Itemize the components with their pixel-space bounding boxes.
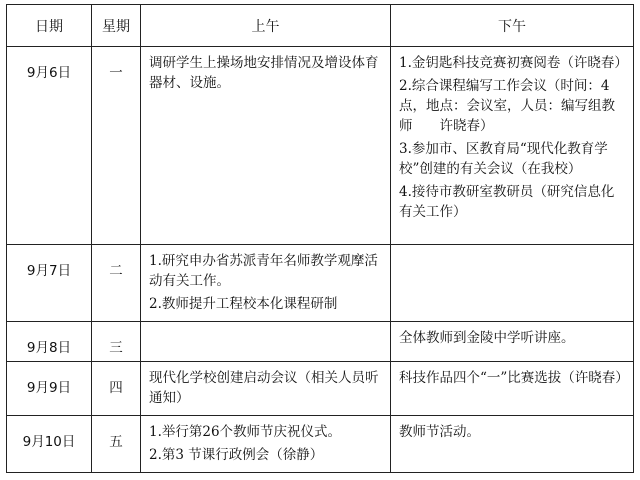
afternoon-item: 4.接待市教研室教研员（研究信息化有关工作） (399, 184, 615, 220)
header-morning: 上午 (141, 5, 391, 47)
header-date: 日期 (7, 5, 92, 47)
header-weekday: 星期 (92, 5, 141, 47)
table-row (7, 416, 634, 473)
afternoon-cell (391, 245, 634, 322)
afternoon-cell (391, 47, 634, 245)
morning-cell (141, 362, 391, 416)
weekday-cell: 四 (92, 362, 141, 416)
date-cell: 9月9日 (7, 362, 92, 416)
morning-item: 1.举行第26个教师节庆祝仪式。 (149, 424, 342, 440)
afternoon-cell (391, 362, 634, 416)
afternoon-item: 2.综合课程编写工作会议（时间：4点，地点：会议室，人员：编写组教师 许晓春） (399, 78, 615, 134)
table-row (7, 322, 634, 362)
afternoon-item: 1.金钥匙科技竞赛初赛阅卷（许晓春） (399, 55, 628, 71)
afternoon-cell (391, 416, 634, 473)
afternoon-item: 3.参加市、区教育局“现代化教育学校”创建的有关会议（在我校） (399, 141, 608, 177)
date-cell: 9月6日 (7, 47, 92, 245)
afternoon-cell (391, 322, 634, 362)
afternoon-item: 全体教师到金陵中学听讲座。 (399, 330, 575, 346)
weekday-cell: 三 (92, 322, 141, 362)
afternoon-item: 科技作品四个“一”比赛选拔（许晓春） (399, 370, 629, 386)
header-row (7, 5, 634, 47)
morning-cell (141, 245, 391, 322)
date-cell: 9月8日 (7, 322, 92, 362)
weekday-cell: 一 (92, 47, 141, 245)
table-row (7, 47, 634, 245)
schedule-table (6, 4, 634, 473)
date-cell: 9月10日 (7, 416, 92, 473)
date-cell: 9月7日 (7, 245, 92, 322)
morning-item: 1.研究申办省苏派青年名师教学观摩活动有关工作。 (149, 253, 378, 289)
morning-item: 2.教师提升工程校本化课程研制 (149, 296, 338, 312)
morning-cell (141, 47, 391, 245)
morning-cell (141, 416, 391, 473)
morning-item: 调研学生上操场地安排情况及增设体育器材、设施。 (149, 55, 379, 91)
table-row (7, 245, 634, 322)
afternoon-item: 教师节活动。 (399, 424, 480, 440)
header-afternoon: 下午 (391, 5, 634, 47)
weekday-cell: 五 (92, 416, 141, 473)
weekday-cell: 二 (92, 245, 141, 322)
morning-item: 现代化学校创建启动会议（相关人员听通知） (149, 370, 379, 406)
table-row (7, 362, 634, 416)
morning-item: 2.第3 节课行政例会（徐静） (149, 447, 324, 463)
morning-cell (141, 322, 391, 362)
